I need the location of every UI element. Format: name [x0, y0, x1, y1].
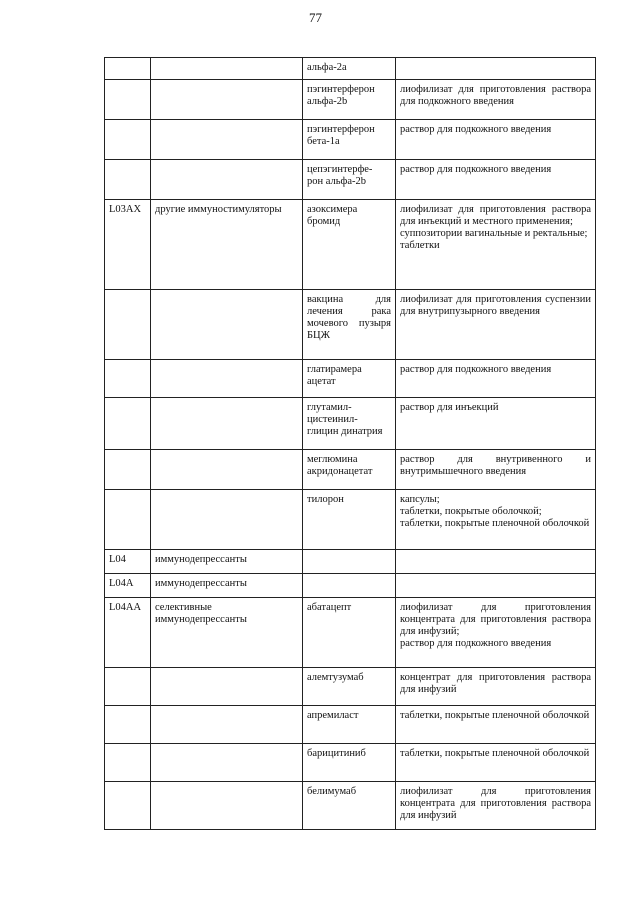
dosage-form-entry: раствор для подкожного введения [400, 164, 552, 175]
atc-code-cell [105, 290, 151, 360]
group-name-cell: иммунодепрессанты [151, 550, 303, 574]
drug-name-cell: пэгинтерферон бета-1а [303, 120, 396, 160]
drug-table [104, 57, 596, 830]
table-row [105, 668, 596, 706]
dosage-form-entry: таблетки [400, 240, 440, 251]
dosage-form-entry: капсулы; [400, 494, 440, 505]
dosage-form-cell [396, 290, 596, 360]
dosage-form-entry: концентрат для приготовления раствора для инфузий [400, 672, 591, 695]
dosage-form-entry: раствор для внутривенного и внутримышечного введения [400, 454, 591, 477]
table-row [105, 550, 596, 574]
atc-code-cell [105, 58, 151, 80]
dosage-form-entry: лиофилизат для приготовления концентрата для приготовления раствора для инфузий; [400, 602, 591, 637]
table-row [105, 706, 596, 744]
dosage-form-cell [396, 550, 596, 574]
group-name-cell [151, 706, 303, 744]
dosage-form-cell [396, 668, 596, 706]
page-number: 77 [309, 10, 322, 25]
drug-name-cell: абатацепт [303, 598, 396, 668]
group-name-cell [151, 490, 303, 550]
dosage-form-entry: раствор для подкожного введения [400, 364, 552, 375]
dosage-form-entry: суппозитории вагинальные и ректальные; [400, 228, 588, 239]
dosage-form-cell [396, 80, 596, 120]
dosage-form-cell [396, 360, 596, 398]
table-row [105, 490, 596, 550]
drug-name-cell: белимумаб [303, 782, 396, 830]
group-name-cell [151, 782, 303, 830]
dosage-form-cell [396, 398, 596, 450]
table-row [105, 80, 596, 120]
table-row [105, 450, 596, 490]
dosage-form-cell [396, 782, 596, 830]
table-row [105, 398, 596, 450]
atc-code-cell: L04AA [105, 598, 151, 668]
dosage-form-cell [396, 58, 596, 80]
atc-code-cell: L04A [105, 574, 151, 598]
group-name-cell [151, 398, 303, 450]
drug-name-cell: глатирамера ацетат [303, 360, 396, 398]
atc-code-cell [105, 782, 151, 830]
group-name-cell: селективные иммунодепрессанты [151, 598, 303, 668]
dosage-form-entry: лиофилизат для приготовления суспензии для внутрипузырного введения [400, 294, 591, 317]
dosage-form-cell [396, 744, 596, 782]
table-row [105, 290, 596, 360]
drug-name-cell: глутамил- цистеинил- глицин динатрия [303, 398, 396, 450]
dosage-form-cell [396, 120, 596, 160]
dosage-form-entry: лиофилизат для приготовления раствора для подкожного введения [400, 84, 591, 107]
group-name-cell [151, 360, 303, 398]
group-name-cell [151, 120, 303, 160]
group-name-cell [151, 160, 303, 200]
dosage-form-entry: таблетки, покрытые оболочкой; [400, 506, 542, 517]
group-name-cell: иммунодепрессанты [151, 574, 303, 598]
atc-code-cell: L04 [105, 550, 151, 574]
dosage-form-cell [396, 160, 596, 200]
dosage-form-cell [396, 598, 596, 668]
dosage-form-entry: раствор для инъекций [400, 402, 499, 413]
table-row [105, 160, 596, 200]
dosage-form-entry: таблетки, покрытые пленочной оболочкой [400, 748, 590, 759]
atc-code-cell [105, 160, 151, 200]
dosage-form-cell [396, 490, 596, 550]
drug-name-cell: пэгинтерферон альфа-2b [303, 80, 396, 120]
drug-name-cell: вакцина для лечения рака мочевого пузыря БЦЖ [303, 290, 396, 360]
table-row [105, 744, 596, 782]
table-row [105, 200, 596, 290]
dosage-form-entry: лиофилизат для приготовления концентрата для приготовления раствора для инфузий [400, 786, 591, 821]
table-row [105, 574, 596, 598]
group-name-cell [151, 58, 303, 80]
group-name-cell [151, 668, 303, 706]
atc-code-cell [105, 80, 151, 120]
table-row [105, 58, 596, 80]
drug-name-cell: алемтузумаб [303, 668, 396, 706]
dosage-form-entry: лиофилизат для приготовления раствора для инъекций и местного применения; [400, 204, 591, 227]
group-name-cell [151, 450, 303, 490]
atc-code-cell [105, 120, 151, 160]
drug-name-cell: цепэгинтерфе- рон альфа-2b [303, 160, 396, 200]
atc-code-cell [105, 450, 151, 490]
drug-name-cell: азоксимера бромид [303, 200, 396, 290]
group-name-cell [151, 80, 303, 120]
drug-name-cell: меглюмина акридонацетат [303, 450, 396, 490]
atc-code-cell [105, 398, 151, 450]
dosage-form-entry: раствор для подкожного введения [400, 638, 552, 649]
group-name-cell [151, 290, 303, 360]
drug-name-cell: альфа-2а [303, 58, 396, 80]
dosage-form-entry: таблетки, покрытые пленочной оболочкой [400, 710, 590, 721]
group-name-cell: другие иммуностимуляторы [151, 200, 303, 290]
drug-name-cell: тилорон [303, 490, 396, 550]
dosage-form-entry: таблетки, покрытые пленочной оболочкой [400, 518, 590, 529]
atc-code-cell [105, 706, 151, 744]
atc-code-cell [105, 490, 151, 550]
atc-code-cell [105, 668, 151, 706]
dosage-form-cell [396, 706, 596, 744]
atc-code-cell [105, 360, 151, 398]
group-name-cell [151, 744, 303, 782]
atc-code-cell [105, 744, 151, 782]
drug-name-cell [303, 550, 396, 574]
drug-name-cell: барицитиниб [303, 744, 396, 782]
drug-name-cell [303, 574, 396, 598]
drug-name-cell: апремиласт [303, 706, 396, 744]
table-row [105, 782, 596, 830]
table-row [105, 598, 596, 668]
dosage-form-cell [396, 574, 596, 598]
dosage-form-cell [396, 200, 596, 290]
dosage-form-entry: раствор для подкожного введения [400, 124, 552, 135]
atc-code-cell: L03AX [105, 200, 151, 290]
dosage-form-cell [396, 450, 596, 490]
table-row [105, 120, 596, 160]
table-row [105, 360, 596, 398]
